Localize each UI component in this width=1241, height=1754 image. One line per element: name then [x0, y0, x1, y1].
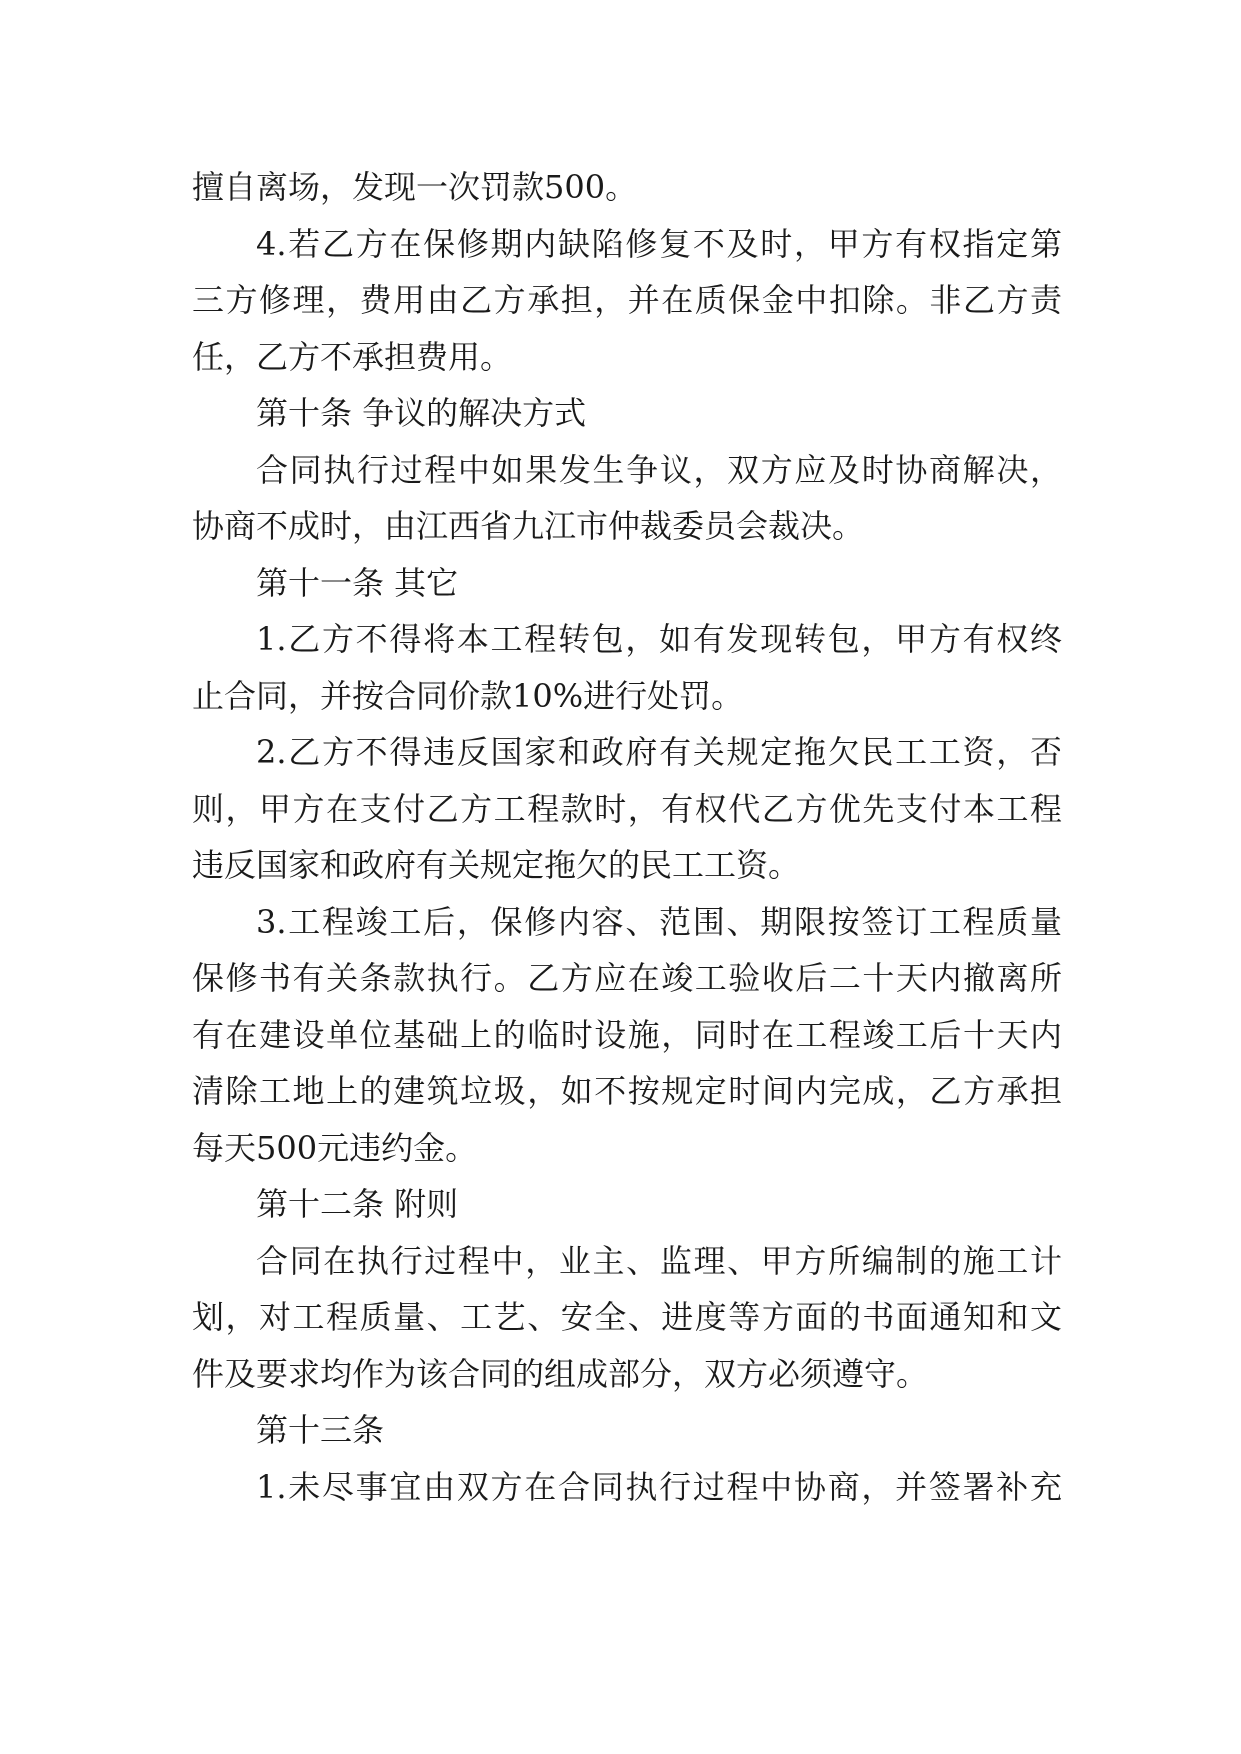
text-line: 第十条 争议的解决方式 — [256, 394, 587, 432]
text-line: 任，乙方不承担费用。 — [192, 338, 513, 376]
text-line: 擅自离场，发现一次罚款500。 — [192, 168, 638, 206]
text-line: 合同执行过程中如果发生争议，双方应及时协商解决， — [256, 451, 1062, 489]
text-line: 第十二条 附则 — [256, 1185, 459, 1223]
text-line: 保修书有关条款执行。乙方应在竣工验收后二十天内撤离所 — [192, 959, 1062, 997]
text-line: 划，对工程质量、工艺、安全、进度等方面的书面通知和文 — [192, 1298, 1062, 1336]
text-line: 则，甲方在支付乙方工程款时，有权代乙方优先支付本工程 — [192, 790, 1062, 828]
text-line: 件及要求均作为该合同的组成部分，双方必须遵守。 — [192, 1355, 929, 1393]
text-line: 每天500元违约金。 — [192, 1129, 478, 1167]
text-line: 1.乙方不得将本工程转包，如有发现转包，甲方有权终 — [256, 620, 1062, 658]
text-line: 协商不成时，由江西省九江市仲裁委员会裁决。 — [192, 507, 865, 545]
text-line: 1.未尽事宜由双方在合同执行过程中协商，并签署补充 — [256, 1468, 1062, 1506]
text-line: 2.乙方不得违反国家和政府有关规定拖欠民工工资，否 — [256, 733, 1062, 771]
text-line: 第十三条 — [256, 1411, 385, 1449]
text-line: 止合同，并按合同价款10%进行处罚。 — [192, 677, 744, 715]
text-line: 违反国家和政府有关规定拖欠的民工工资。 — [192, 846, 801, 884]
text-line: 合同在执行过程中，业主、监理、甲方所编制的施工计 — [256, 1242, 1062, 1280]
text-line: 有在建设单位基础上的临时设施，同时在工程竣工后十天内 — [192, 1016, 1062, 1054]
text-line: 第十一条 其它 — [256, 564, 459, 602]
text-line: 3.工程竣工后，保修内容、范围、期限按签订工程质量 — [256, 903, 1062, 941]
text-line: 4.若乙方在保修期内缺陷修复不及时，甲方有权指定第 — [256, 225, 1062, 263]
text-line: 清除工地上的建筑垃圾，如不按规定时间内完成，乙方承担 — [192, 1072, 1062, 1110]
text-line: 三方修理，费用由乙方承担，并在质保金中扣除。非乙方责 — [192, 281, 1062, 319]
